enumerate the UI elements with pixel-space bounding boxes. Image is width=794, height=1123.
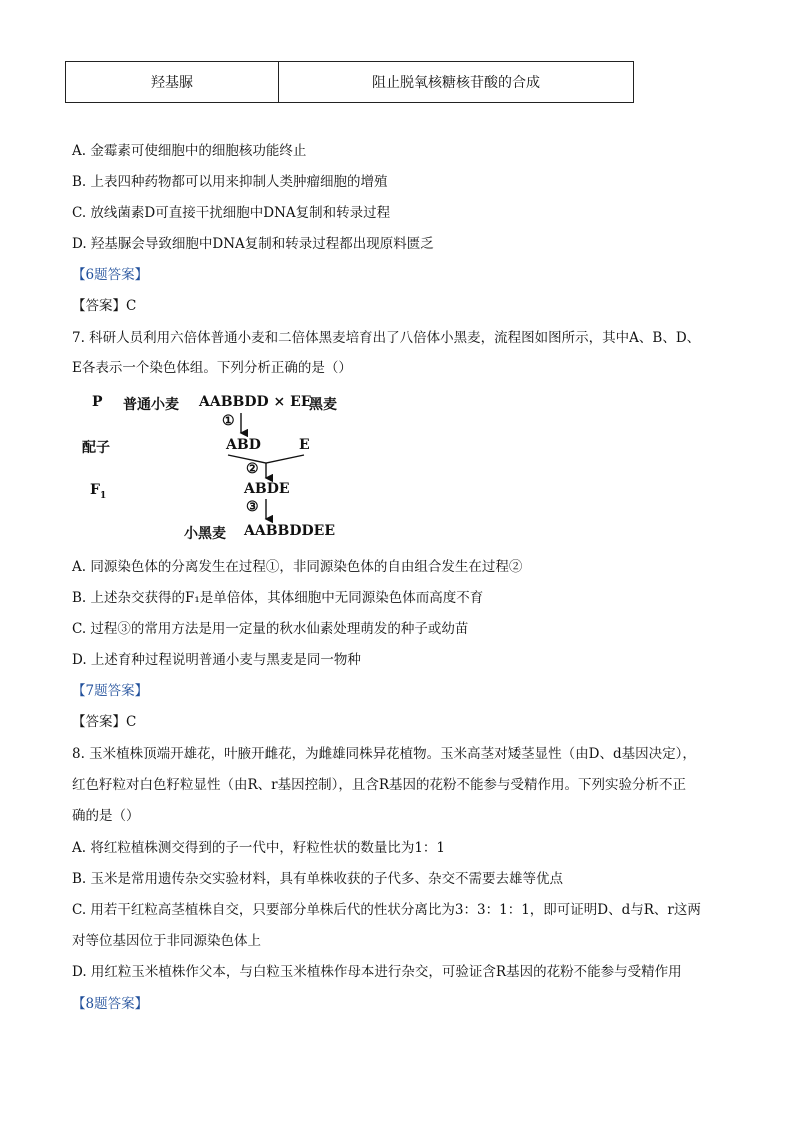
q7-answer: 【答案】C	[72, 714, 137, 730]
q8-option-b: B. 玉米是常用遗传杂交实验材料，具有单株收获的子代多、杂交不需要去雄等优点	[72, 871, 564, 887]
step-3-marker: ③	[246, 499, 259, 515]
gamete-abd: ABD	[226, 437, 261, 453]
table-cell-effect: 阻止脱氧核糖核苷酸的合成	[279, 62, 634, 103]
triticale-genotype: AABBDDEE	[244, 523, 336, 539]
gamete-label: 配子	[82, 440, 110, 456]
q7-option-a: A. 同源染色体的分离发生在过程①，非同源染色体的自由组合发生在过程②	[72, 559, 523, 575]
table-cell-drug: 羟基脲	[66, 62, 279, 103]
q7-stem-line1: 7. 科研人员利用六倍体普通小麦和二倍体黑麦培育出了八倍体小黑麦，流程图如图所示，其中A、B、D、	[72, 330, 701, 346]
q8-stem-line2: 红色籽粒对白色籽粒显性（由R、r基因控制），且含R基因的花粉不能参与受精作用。下列实验分析不正	[72, 777, 687, 793]
q7-stem-line2: E各表示一个染色体组。下列分析正确的是（）	[72, 360, 352, 376]
drug-table	[65, 61, 634, 103]
q8-option-c-cont: 对等位基因位于非同源染色体上	[72, 933, 261, 949]
table-row	[66, 62, 634, 103]
step-1-marker: ①	[222, 413, 235, 429]
f1-label	[90, 482, 106, 501]
q8-option-a: A. 将红粒植株测交得到的子一代中，籽粒性状的数量比为1：1	[72, 840, 446, 856]
triticale-label: 小黑麦	[184, 526, 226, 542]
q6-option-d: D. 羟基脲会导致细胞中DNA复制和转录过程都出现原料匮乏	[72, 236, 434, 252]
f1-genotype: ABDE	[244, 481, 290, 497]
q6-option-a: A. 金霉素可使细胞中的细胞核功能终止	[72, 143, 307, 159]
cross-genotypes: AABBDD × EE	[199, 394, 312, 410]
q6-answer: 【答案】C	[72, 298, 137, 314]
step-2-marker: ②	[246, 461, 259, 477]
q7-option-b: B. 上述杂交获得的F₁是单倍体，其体细胞中无同源染色体而高度不育	[72, 590, 484, 606]
q8-answer-header: 【8题答案】	[72, 996, 149, 1012]
q6-answer-header: 【6题答案】	[72, 267, 149, 283]
q6-option-b: B. 上表四种药物都可以用来抑制人类肿瘤细胞的增殖	[72, 174, 388, 190]
q6-option-c: C. 放线菌素D可直接干扰细胞中DNA复制和转录过程	[72, 205, 391, 221]
f1-letter: F	[90, 482, 100, 498]
p-label: P	[92, 394, 103, 410]
merge-lines	[228, 455, 304, 463]
q8-stem-line3: 确的是（）	[72, 808, 140, 824]
rye-label: 黑麦	[309, 397, 337, 413]
q7-option-d: D. 上述育种过程说明普通小麦与黑麦是同一物种	[72, 652, 361, 668]
q8-option-c: C. 用若干红粒高茎植株自交，只要部分单株后代的性状分离比为3：3：1：1，即可证明D、d与R、r这两	[72, 902, 701, 918]
q8-option-d: D. 用红粒玉米植株作父本，与白粒玉米植株作母本进行杂交，可验证含R基因的花粉不能参与受精作用	[72, 964, 682, 980]
q7-option-c: C. 过程③的常用方法是用一定量的秋水仙素处理萌发的种子或幼苗	[72, 621, 469, 637]
wheat-label: 普通小麦	[123, 397, 179, 413]
gamete-e: E	[299, 437, 310, 453]
f1-subscript: 1	[99, 490, 107, 501]
q7-answer-header: 【7题答案】	[72, 683, 149, 699]
q8-stem-line1: 8. 玉米植株顶端开雄花，叶腋开雌花，为雌雄同株异花植物。玉米高茎对矮茎显性（由D、d基因决定），	[72, 746, 696, 762]
